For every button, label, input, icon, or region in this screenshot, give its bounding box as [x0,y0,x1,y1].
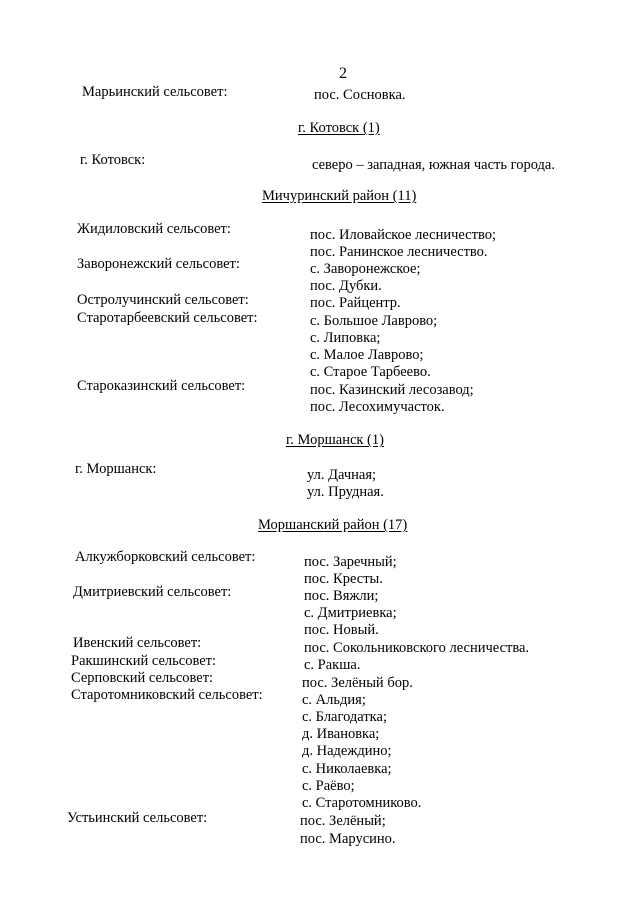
settlement-item: с. Старотомниково. [302,795,422,811]
settlement-item: с. Николаевка; [302,761,392,777]
district-label: г. Моршанск: [75,461,157,477]
district-label: Алкужборковский сельсовет: [75,549,256,565]
district-label: Старотарбеевский сельсовет: [77,310,258,326]
settlement-item: пос. Казинский лесозавод; [310,382,474,398]
section-heading: г. Котовск (1) [298,120,380,136]
page-number: 2 [339,65,347,82]
settlement-item: пос. Кресты. [304,571,383,587]
settlement-item: пос. Райцентр. [310,295,401,311]
district-label: Ивенский сельсовет: [73,635,202,651]
settlement-item: северо – западная, южная часть города. [312,157,555,173]
settlement-item: пос. Сосновка. [314,87,406,103]
section-heading: г. Моршанск (1) [286,432,384,448]
settlement-item: с. Ракша. [304,657,361,673]
settlement-item: д. Надеждино; [302,743,392,759]
settlement-item: с. Старое Тарбеево. [310,364,431,380]
district-label: Старотомниковский сельсовет: [71,687,263,703]
settlement-item: пос. Заречный; [304,554,397,570]
settlement-item: с. Липовка; [310,330,381,346]
district-label: Устьинский сельсовет: [67,810,208,826]
settlement-item: пос. Лесохимучасток. [310,399,445,415]
settlement-item: с. Раёво; [302,778,355,794]
settlement-item: пос. Иловайское лесничество; [310,227,496,243]
section-heading: Моршанский район (17) [258,517,408,533]
settlement-item: пос. Сокольниковского лесничества. [304,640,530,656]
settlement-item: пос. Дубки. [310,278,382,294]
section-heading: Мичуринский район (11) [262,188,417,204]
settlement-item: ул. Прудная. [307,484,384,500]
district-label: Дмитриевский сельсовет: [73,584,232,600]
settlement-item: д. Ивановка; [302,726,380,742]
settlement-item: с. Альдия; [302,692,366,708]
settlement-item: ул. Дачная; [307,467,377,483]
settlement-item: с. Большое Лаврово; [310,313,438,329]
district-label: Ракшинский сельсовет: [71,653,216,669]
settlement-item: пос. Вяжли; [304,588,379,604]
district-label: Марьинский сельсовет: [82,84,228,100]
district-label: г. Котовск: [80,152,146,168]
settlement-item: пос. Зелёный бор. [302,675,413,691]
settlement-item: пос. Зелёный; [300,813,386,829]
district-label: Остролучинский сельсовет: [77,292,249,308]
district-label: Серповский сельсовет: [71,670,214,686]
settlement-item: пос. Ранинское лесничество. [310,244,488,260]
district-label: Староказинский сельсовет: [77,378,246,394]
settlement-item: с. Малое Лаврово; [310,347,424,363]
settlement-item: с. Благодатка; [302,709,387,725]
district-label: Заворонежский сельсовет: [77,256,240,272]
settlement-item: пос. Марусино. [300,831,396,847]
settlement-item: с. Заворонежское; [310,261,421,277]
settlement-item: с. Дмитриевка; [304,605,397,621]
settlement-item: пос. Новый. [304,622,379,638]
district-label: Жидиловский сельсовет: [77,221,231,237]
